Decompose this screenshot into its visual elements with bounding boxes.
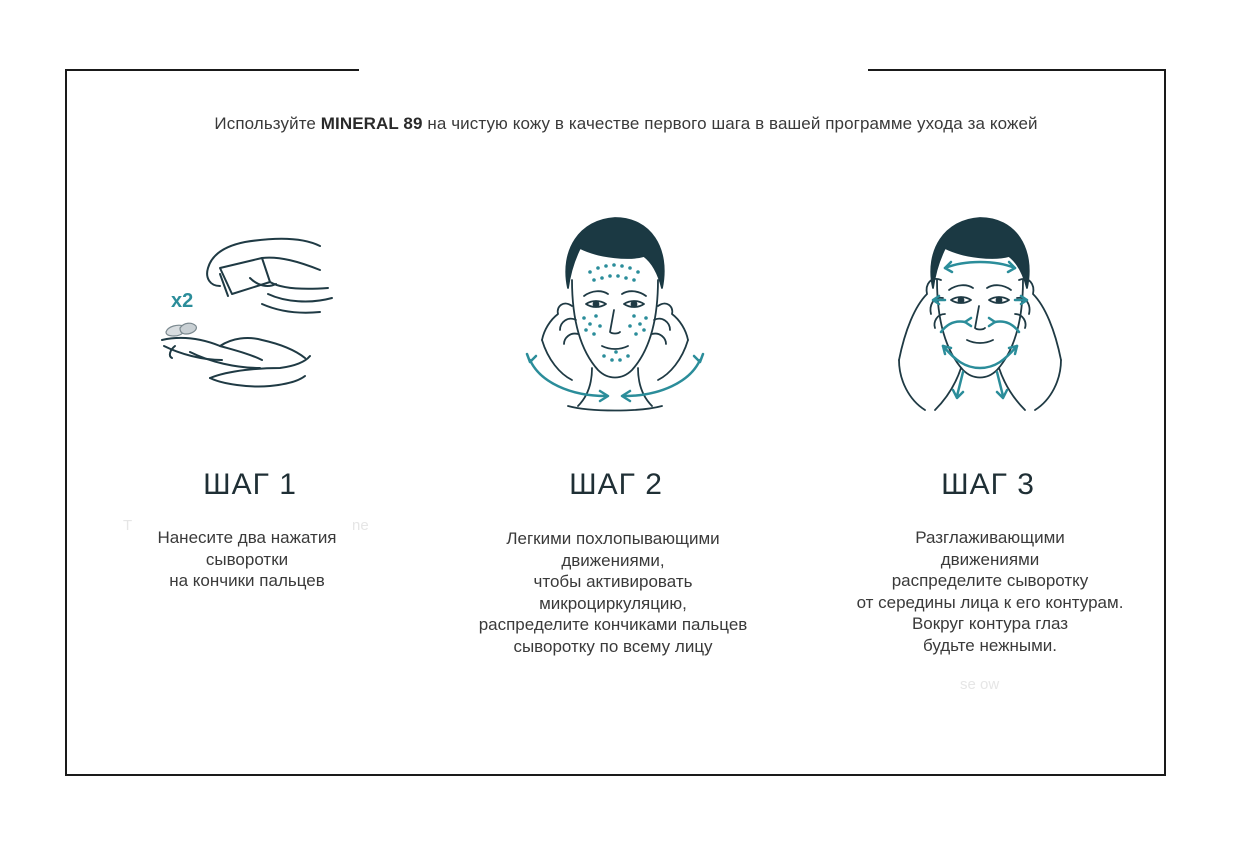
ghost-text: se ow [960, 676, 1000, 693]
desc-line: Легкими похлопывающими [506, 529, 720, 548]
desc-line: на кончики пальцев [169, 571, 325, 590]
hand-pump-icon [150, 228, 350, 408]
desc-line: распределите кончиками пальцев [478, 615, 748, 634]
face-smoothing-icon [885, 210, 1075, 420]
desc-line: будьте нежными. [922, 635, 1058, 655]
pump-count-badge: x2 [171, 290, 194, 312]
desc-line: Нанесите два нажатия [157, 528, 337, 547]
ghost-text: T [123, 517, 133, 534]
desc-line: сыворотку по всему лицу [513, 636, 713, 656]
desc-line: микроциркуляцию, [539, 593, 687, 613]
desc-line: распределите сыворотку [891, 571, 1089, 590]
step-1-description [77, 527, 417, 592]
step-2-title: ШАГ 2 [569, 468, 663, 501]
step-1-title: ШАГ 1 [203, 468, 297, 501]
brand-name: MINERAL 89 [320, 114, 423, 133]
face-tapping-icon [520, 210, 710, 420]
desc-line: Вокруг контура глаз [911, 614, 1069, 633]
frame-gap [359, 64, 868, 76]
ghost-text: ne [352, 517, 369, 534]
desc-line: чтобы активировать [533, 572, 693, 591]
step-2-illustration [520, 210, 710, 420]
content-frame [65, 69, 1166, 776]
step-2-description [443, 528, 783, 657]
desc-line: движениями, [561, 550, 665, 570]
step-3-title: ШАГ 3 [941, 468, 1035, 501]
desc-line: от середины лица к его контурам. [856, 592, 1124, 612]
desc-line: движениями [940, 549, 1040, 569]
step-3-description [820, 527, 1160, 656]
step-1-illustration [150, 228, 350, 408]
step-3-illustration [885, 210, 1075, 420]
intro-text: Используйте MINERAL 89 на чистую кожу в качестве первого шага в вашей программе ухода за кожей [214, 114, 1038, 133]
desc-line: Разглаживающими [915, 528, 1065, 547]
desc-line: сыворотки [205, 549, 289, 569]
